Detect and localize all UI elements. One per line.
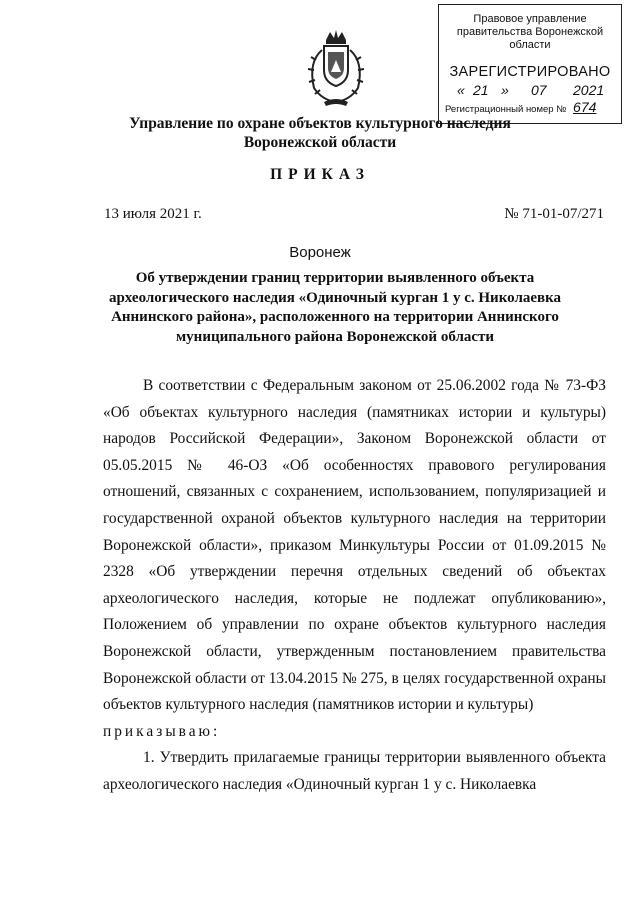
stamp-day: 21: [473, 82, 489, 98]
org-name-line1: Управление по охране объектов культурного наследия: [129, 115, 511, 132]
stamp-year: 2021: [573, 82, 605, 98]
stamp-registered-label: ЗАРЕГИСТРИРОВАНО: [449, 64, 611, 80]
order-word: приказываю:: [103, 722, 221, 740]
org-name-line2: Воронежской области: [243, 134, 397, 151]
order-item-1: 1. Утвердить прилагаемые границы территории выявленного объекта археологического наследия «Одиночный курган 1 у с. Николаевка: [103, 749, 606, 793]
document-subject: Об утверждении границ территории выявленного объекта археологического наследия «Одиночный курган 1 у с. Николаевка Аннинского района», расположенного на территории Аннинского муниципального района Воронежской области: [108, 270, 562, 345]
document-body: [103, 373, 606, 799]
stamp-number-row: [445, 99, 617, 115]
stamp-organization: Правовое управление правительства Воронежской области: [456, 13, 604, 51]
stamp-number-label: Регистрационный номер №: [445, 104, 567, 115]
document-number: № 71-01-07/271: [504, 206, 604, 222]
preamble-paragraph: В соответствии с Федеральным законом от 25.06.2002 года № 73-ФЗ «Об объектах культурного наследия (памятниках истории и культуры) народов Российской Федерации», Законом Воронежской области от 05.05.2015 № 46-ОЗ «Об особенностях правового регулирования отношений, связанных с сохранением, использованием, популяризацией и государственной охраной объектов культурного наследия на территории Воронежской области», приказом Минкультуры России от 01.09.2015 № 2328 «Об утверждении перечня отдельных сведений об объектах археологического наследия, которые не подлежат опубликованию», Положением об управлении по охране объектов культурного наследия Воронежской области, утвержденным постановлением правительства Воронежской области от 13.04.2015 № 275, в целях государственной охраны объектов культурного наследия (памятников истории и культуры): [103, 377, 606, 714]
document-type-title: ПРИКАЗ: [270, 166, 370, 183]
stamp-month: 07: [531, 82, 547, 98]
registration-stamp: [438, 4, 622, 124]
document-date: 13 июля 2021 г.: [104, 206, 202, 222]
coat-of-arms-icon: [298, 26, 374, 112]
stamp-number-value: 674: [573, 99, 597, 115]
document-city: Воронеж: [289, 244, 351, 261]
stamp-date: « 21 » 07 2021: [457, 82, 605, 98]
